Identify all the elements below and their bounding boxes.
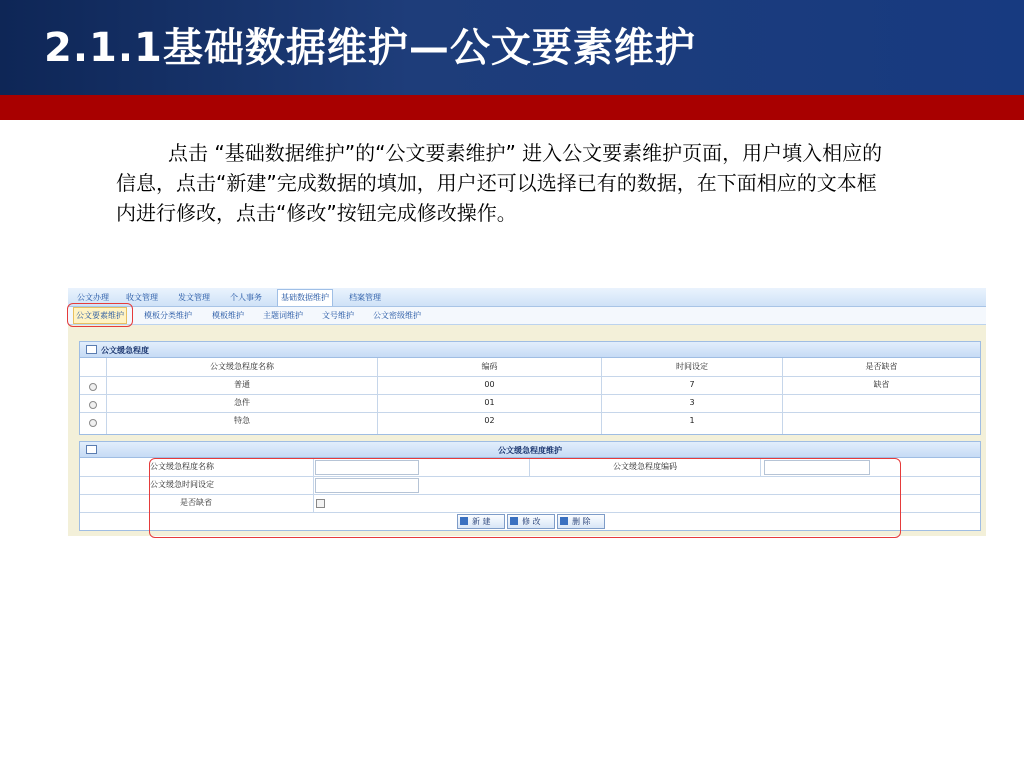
modify-button-label: 修 改 (522, 517, 541, 526)
submenu-security-level[interactable]: 公文密级维护 (373, 311, 421, 320)
slide-description: 点击 “基础数据维护”的“公文要素维护” 进入公文要素维护页面，用户填入相应的信息，点击“新建”完成数据的填加，用户还可以选择已有的数据，在下面相应的文本框内进行修改，点击“修改”按钮完成修改操作。 (116, 141, 883, 225)
slide-header (0, 0, 1024, 95)
menu-item-incoming[interactable]: 收文管理 (126, 293, 158, 302)
row-select-radio[interactable] (89, 383, 97, 391)
col-header-time[interactable]: 时间设定 (676, 362, 708, 371)
cell-default: 缺省 (873, 380, 890, 389)
main-menu-bar (68, 288, 986, 307)
menu-item-basic-data[interactable]: 基础数据维护 (277, 289, 333, 306)
cell-time: 1 (689, 416, 695, 425)
cell-code: 01 (484, 398, 495, 407)
menu-item-doc-handling[interactable]: 公文办理 (77, 293, 109, 302)
cell-name: 普通 (234, 380, 250, 389)
urgency-panel-header (80, 342, 980, 358)
col-header-name[interactable]: 公文缓急程度名称 (210, 362, 274, 371)
row-select-radio[interactable] (89, 419, 97, 427)
delete-button-label: 删 除 (572, 517, 591, 526)
new-button-label: 新 建 (472, 517, 491, 526)
cell-name: 急件 (234, 398, 250, 407)
sub-menu-bar (68, 307, 986, 325)
cell-code: 02 (484, 416, 495, 425)
submenu-subject-words[interactable]: 主题词维护 (263, 311, 303, 320)
row-select-radio[interactable] (89, 401, 97, 409)
panel-table-icon (86, 345, 97, 354)
header-red-bar (0, 95, 1024, 120)
name-label: 公文缓急程度名称 (150, 462, 214, 471)
col-header-code[interactable]: 编码 (481, 362, 498, 371)
cell-code: 00 (484, 380, 495, 389)
col-header-default[interactable]: 是否缺省 (865, 362, 898, 371)
menu-item-outgoing[interactable]: 发文管理 (178, 293, 210, 302)
form-highlight-outline (149, 458, 901, 538)
form-panel-header (80, 442, 980, 458)
urgency-table-panel (79, 341, 981, 435)
submenu-template[interactable]: 模板维护 (212, 311, 244, 320)
time-label: 公文缓急时间设定 (150, 480, 214, 489)
submenu-template-category[interactable]: 模板分类维护 (144, 311, 192, 320)
default-label: 是否缺省 (180, 498, 212, 507)
submenu-highlight-outline (67, 303, 133, 327)
menu-item-archive[interactable]: 档案管理 (349, 293, 381, 302)
slide-title: 2.1.1基础数据维护—公文要素维护 (44, 25, 696, 71)
submenu-doc-elements[interactable]: 公文要素维护 (73, 307, 127, 324)
cell-time: 3 (689, 398, 695, 407)
cell-name: 特急 (234, 416, 250, 425)
cell-time: 7 (689, 380, 695, 389)
menu-item-personal[interactable]: 个人事务 (230, 293, 262, 302)
urgency-panel-title: 公文缓急程度 (101, 346, 149, 355)
code-label: 公文缓急程度编码 (613, 462, 677, 471)
submenu-doc-number[interactable]: 文号维护 (322, 311, 354, 320)
form-panel-title: 公文缓急程度维护 (498, 446, 562, 455)
